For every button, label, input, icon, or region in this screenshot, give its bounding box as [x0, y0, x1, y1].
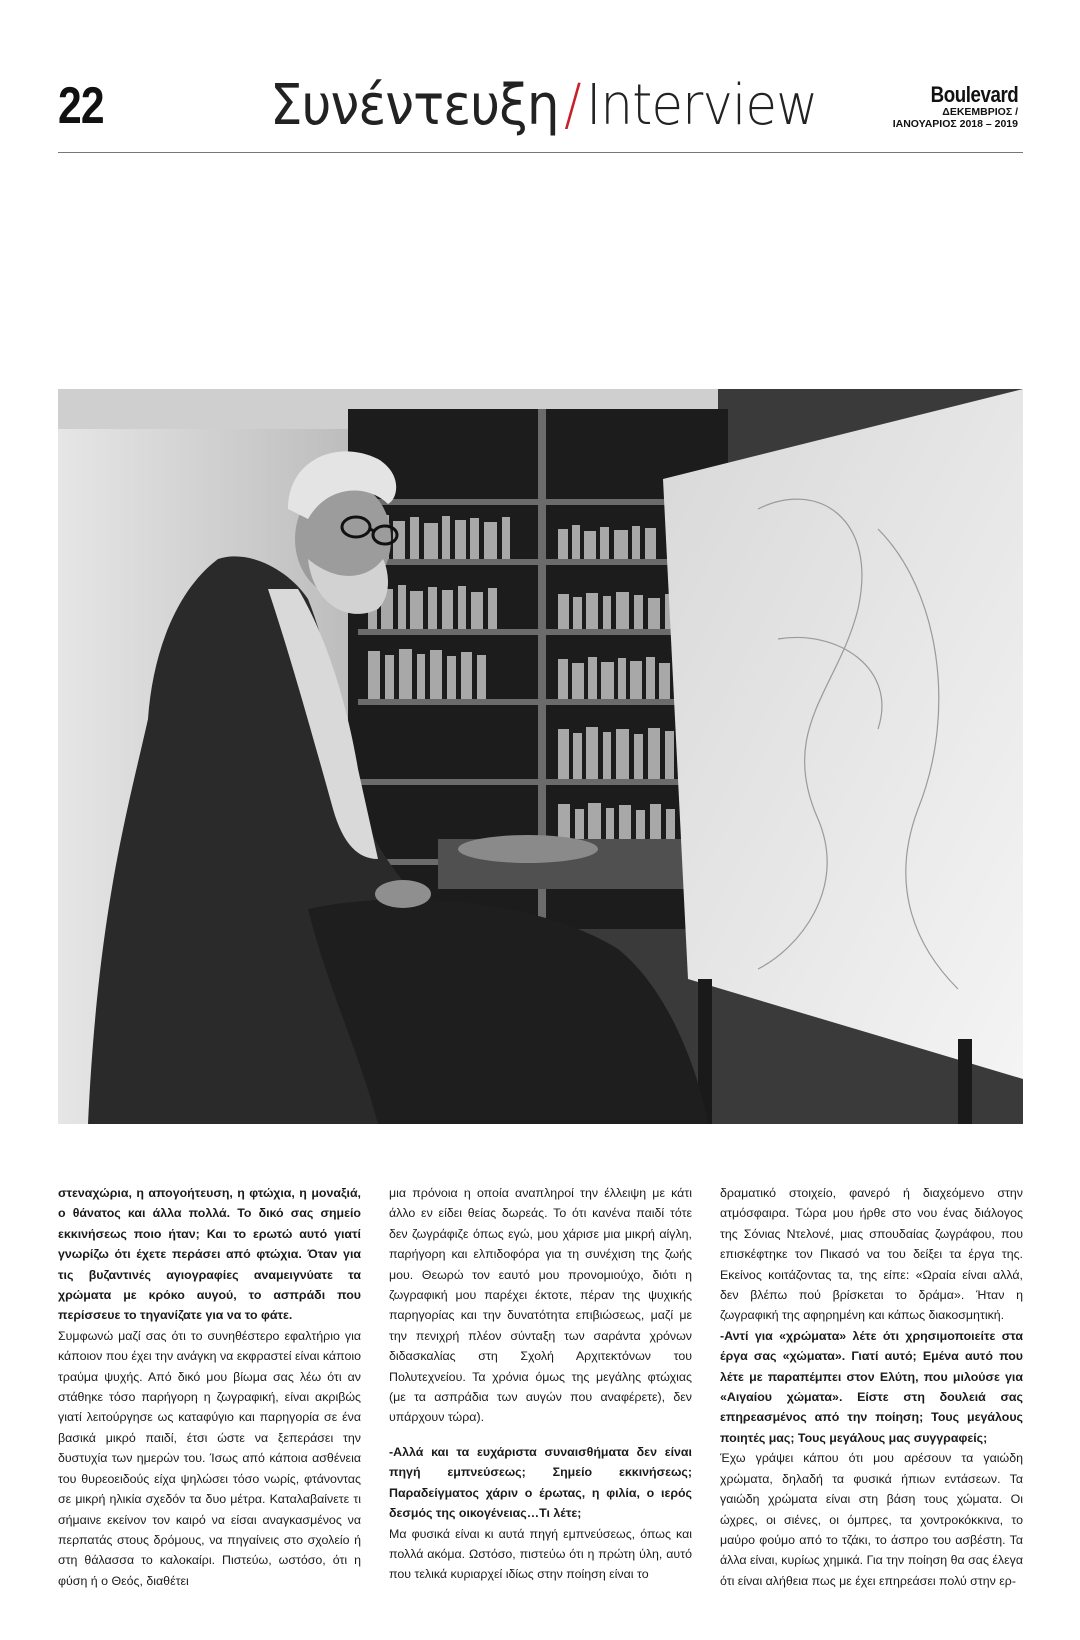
article-photo — [58, 389, 1023, 1124]
column-1 — [58, 1183, 361, 1603]
answer-text: Μα φυσικά είναι κι αυτά πηγή εμπνεύσεως, όπως και πολλά ακόμα. Ωστόσο, πιστεύω ότι η πρώτη ύλη, αυτό που τελικά κυριαρχεί ιδίως στην ποίηση είναι το — [389, 1526, 692, 1582]
issue-date-line1: ΔΕΚΕΜΒΡΙΟΣ / — [942, 106, 1018, 118]
brand-logo: Boulevard — [930, 82, 1018, 107]
issue-date-line2: ΙΑΝΟΥΑΡΙΟΣ 2018 – 2019 — [892, 118, 1018, 130]
answer-text: Συμφωνώ μαζί σας ότι το συνηθέστερο εφαλτήριο για κάποιον που έχει την ανάγκη να εκφραστεί είναι κάποιο τραύμα ψυχής. Από δικό μου βίωμα σας λέω ότι αν στάθηκε τόσο παρήγορη η ζωγραφική, είναι ακριβώς γιατί λειτούργησε ως καταφύγιο και παρηγορία σε ένα βασικά μικρό παιδί, έτσι ώστε να ξεπεράσει την δυστυχία των ημερών του. Ίσως από κάποια ασθένεια του θυρεοειδούς είχα ψηλώσει τόσο νωρίς, φτάνοντας σε μικρή ηλικία σχεδόν τα δυο μέτρα. Καταλαβαίνετε τι σήμαινε εκείνον τον καιρό να είσαι αναγκασμένος να περπατάς στους δρόμους, να πηγαίνεις στο σχολείο ή στη θάλασσα το καλοκαίρι. Πιστεύω, ωστόσο, ότι η φύση ή ο Θεός, διαθέτει — [58, 1328, 361, 1588]
column-3 — [720, 1183, 1023, 1603]
page-number: 22 — [58, 77, 104, 135]
question-text: -Αντί για «χρώματα» λέτε ότι χρησιμοποιείτε στα έργα σας «χώματα». Γιατί αυτό; Εμένα αυτό που λέτε με παραπέμπει στον Ελύτη, που μιλούσε για «Αιγαίου χώματα». Είστε στη δουλειά σας επηρεασμένος από την ποίηση; Τους μεγάλους ποιητές μας; Τους μεγάλους μας συγγραφείς; — [720, 1328, 1023, 1445]
section-title-greek: Συνέντευξη — [270, 73, 559, 138]
question-text: -Αλλά και τα ευχάριστα συναισθήματα δεν είναι πηγή εμπνεύσεως; Σημείο εκκινήσεως; Παραδείγματος χάριν ο έρωτας, η φιλία, ο ιερός δεσμός της οικογένειας…Τι λέτε; — [389, 1444, 692, 1521]
masthead — [893, 84, 1018, 130]
answer-text: μια πρόνοια η οποία αναπληροί την έλλειψη με κάτι άλλο εν είδει θείας δωρεάς. Το ότι κανένα παιδί τότε δεν ζωγράφιζε όπως εγώ, μου χάρισε μια μικρή αίγλη, παρήγορη και ελπιδοφόρα για τη συνέχιση της ζωής μου. Θεωρώ τον εαυτό μου προνομιούχο, διότι η ζωγραφική μου παρέχει έκτοτε, πέραν της ψυχικής παρηγορίας και την δυνατότητα επιβιώσεως, μαζί με την πενιχρή πλέον σύνταξη των σαράντα χρόνων διδασκαλίας στη Σχολή Αρχιτεκτόνων του Πολυτεχνείου. Τα χρόνια όμως της μεγάλης φτώχιας (με τα ασπράδια των αυγών που αναφέρετε), δεν υπάρχουν τώρα). — [389, 1186, 692, 1425]
section-title — [270, 73, 818, 138]
header-divider — [58, 152, 1023, 153]
answer-text: δραματικό στοιχείο, φανερό ή διαχεόμενο στην ατμόσφαιρα. Τώρα μου ήρθε στο νου ένας διάλογος της Σόνιας Ντελονέ, μιας σπουδαίας ζωγράφου, που επισκέφτηκε τον Πικασό να του δείξει τα έργα της. Εκείνος κοιτάζοντας τα, της είπε: «Ωραία είναι αλλά, δεν βλέπω πού βρίσκεται το δράμα». Ήταν η ζωγραφική της αφηρημένη και κάπως διακοσμητική. — [720, 1186, 1023, 1323]
answer-text: Έχω γράψει κάπου ότι μου αρέσουν τα γαιώδη χρώματα, δηλαδή τα φυσικά ήπιων εντάσεων. Τα γαιώδη χρώματα είναι στη βάση τους χώματα. Οι ώχρες, οι σιένες, οι όμπρες, τα χοντροκόκκινα, το μαύρο φούμο από το τζάκι, το άσπρο του ασβέστη. Τα άλλα είναι, κυρίως χημικά. Για την ποίηση θα σας έλεγα ότι είναι αλήθεια πως με έχει επηρεάσει πολύ στην ερ- — [720, 1451, 1023, 1588]
article-body — [58, 1183, 1023, 1603]
column-2 — [389, 1183, 692, 1603]
question-text: στεναχώρια, η απογοήτευση, η φτώχια, η μοναξιά, ο θάνατος και άλλα πολλά. Το δικό σας σημείο εκκινήσεως ποιο ήταν; Και το ερωτώ αυτό γιατί γνωρίζω ότι έχετε περάσει από φτώχια. Όταν για τις βυζαντινές αγιογραφίες αναμειγνύατε τα χρώματα με κρόκο αυγού, το ασπράδι που περίσσευε το τηγανίζατε για να το φάτε. — [58, 1186, 361, 1323]
photo-artist-at-easel-icon — [58, 389, 1023, 1124]
section-separator: / — [564, 73, 581, 138]
section-title-english: Interview — [586, 73, 818, 138]
